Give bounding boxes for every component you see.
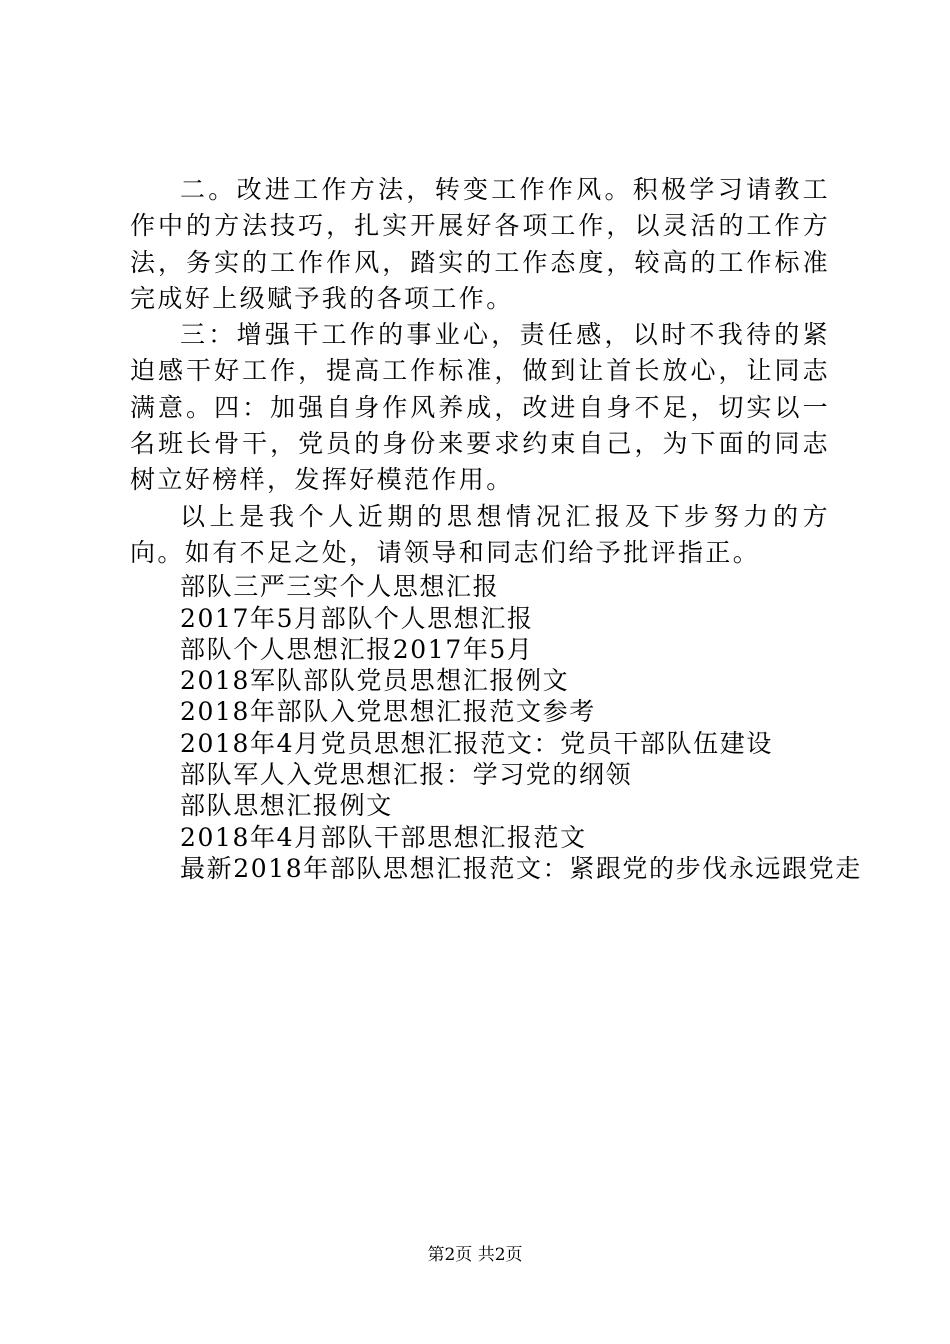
related-link[interactable]: 2018年4月党员思想汇报范文：党员干部队伍建设 <box>180 728 773 758</box>
related-links-list <box>130 571 862 884</box>
related-link[interactable]: 部队个人思想汇报2017年5月 <box>180 634 534 664</box>
related-link[interactable]: 部队思想汇报例文 <box>180 791 393 821</box>
related-link[interactable]: 2018年4月部队干部思想汇报范文 <box>180 822 587 852</box>
paragraph: 以上是我个人近期的思想情况汇报及下步努力的方向。如有不足之处，请领导和同志们给予批评指正。 <box>130 501 830 567</box>
paragraph: 二。改进工作方法，转变工作作风。积极学习请教工作中的方法技巧，扎实开展好各项工作，以灵活的工作方法，务实的工作作风，踏实的工作态度，较高的工作标准完成好上级赋予我的各项工作。 <box>130 175 830 313</box>
page-number-footer: 第2页 共2页 <box>427 1245 523 1265</box>
related-link[interactable]: 2018年部队入党思想汇报范文参考 <box>180 697 596 727</box>
related-link[interactable]: 2017年5月部队个人思想汇报 <box>180 603 534 633</box>
related-link[interactable]: 最新2018年部队思想汇报范文：紧跟党的步伐永远跟党走 <box>180 853 862 883</box>
related-link[interactable]: 部队军人入党思想汇报：学习党的纲领 <box>180 760 633 790</box>
document-body <box>130 172 862 884</box>
related-link[interactable]: 部队三严三实个人思想汇报 <box>180 572 500 602</box>
related-link[interactable]: 2018军队部队党员思想汇报例文 <box>180 666 570 696</box>
paragraph: 三：增强干工作的事业心，责任感，以时不我待的紧迫感干好工作，提高工作标准，做到让首长放心，让同志满意。四：加强自身作风养成，改进自身不足，切实以一名班长骨干，党员的身份来要求约束自己，为下面的同志树立好榜样，发挥好模范作用。 <box>130 320 830 495</box>
